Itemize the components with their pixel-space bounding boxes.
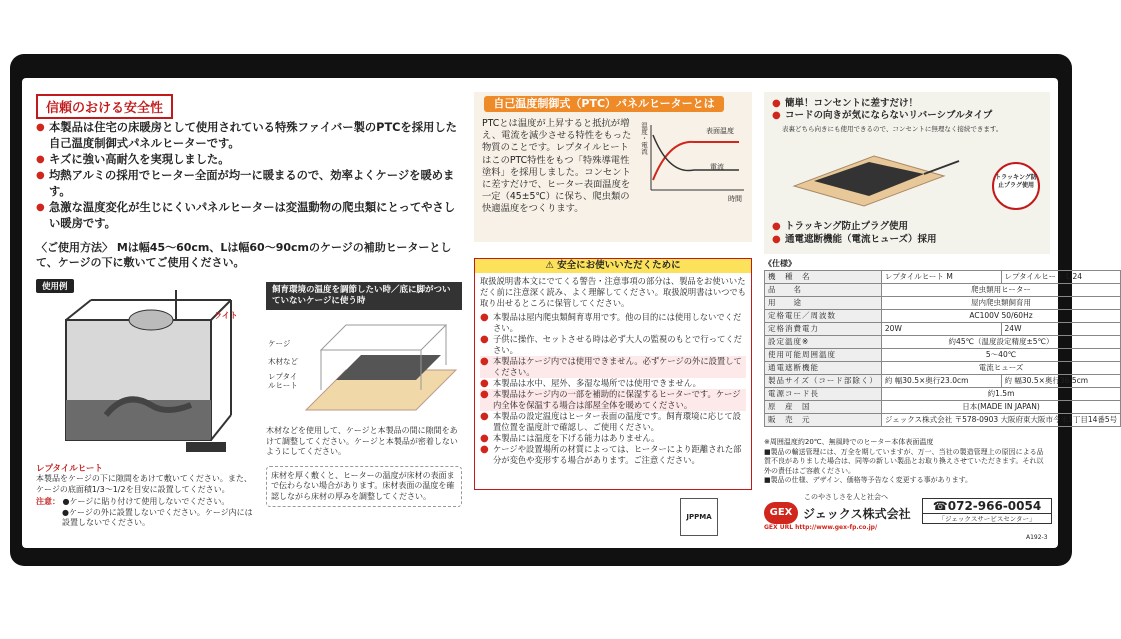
phone-note: 「ジェックスサービスセンター」 [923,513,1051,523]
light-label: ライト [214,311,238,320]
feature-list-2 [772,220,1042,246]
spec-label: 電源コード長 [765,388,882,401]
slogan: このやさしさを人と社会へ [804,493,888,501]
feature-item: ● 通電遮断機能（電流ヒューズ）採用 [772,233,1042,246]
cage-label: ケージ [268,339,291,348]
feature-item: ● コードの向きが気にならないリバーシブルタイプ [772,110,1042,122]
caution-label: 注意： [36,497,60,506]
spec-row [765,284,1121,297]
spec-value: 日本(MADE IN JAPAN) [881,401,1120,414]
jppma-mark: JPPMA [680,498,718,536]
spec-value: 爬虫類用ヒーター [881,284,1120,297]
safety-bullet: ● 本製品はケージ内の一部を補助的に保湿するヒーターです。ケージ内全体を保温する場合は部屋全体を暖めてください。 [480,389,746,411]
safety-bullet: ● 本製品は水中、屋外、多湿な場所では使用できません。 [480,378,746,389]
spec-title: 《仕様》 [764,259,796,268]
feature-bullets [36,120,466,232]
spec-notes [764,438,1050,486]
gex-logo: GEX [764,502,798,524]
spec-label: 販 売 元 [765,414,882,427]
ptc-box [474,92,752,242]
safety-title-text: 安全にお使いいただくために [557,260,681,271]
safety-bullet: ● 本製品には温度を下げる能力はありません。 [480,433,746,444]
spec-row [765,349,1121,362]
company-block [764,492,914,531]
caution-line: ●ケージに貼り付けて使用しないでください。 [62,497,230,506]
graph-x-label: 時間 [728,195,742,203]
package-back-panel [22,78,1118,548]
spec-value: 屋内爬虫類飼育用 [881,297,1120,310]
spec-value: レプタイルヒート M [881,271,1001,284]
spec-table-wrap [764,270,1118,427]
spec-row [765,297,1121,310]
spec-label: 通電遮断機能 [765,362,882,375]
safety-bullets [475,312,751,466]
heater-note: 本製品をケージの下に隙間をあけて敷いてください。また、ケージの底面積1/3～1/2を目安に設置してください。 [36,474,252,494]
graph-series-label: 電流 [710,163,724,171]
spec-value: ジェックス株式会社 〒578-0903 大阪府東大阪市今米1丁目14番5号 [881,414,1120,427]
wood-label: 木材など [268,357,298,366]
ptc-text: PTCとは温度が上昇すると抵抗が増え、電流を減少させる特性をもった物質のことです。レプタイルヒートはこのPTC特性をもつ「特殊導電性塗料」を採用しました。コンセントに差すだけで、ヒーター表面温度を一定（45±5℃）に保ち、爬虫類の快適温度をつくります。 [482,118,632,215]
heater-label-small: レプタイルヒート [268,372,298,390]
right-column [764,78,1118,548]
usage-text: Mは幅45～60cm、Lは幅60～90cmのケージの補助ヒーターとして、ケージの下に敷いてご使用ください。 [36,241,452,269]
product-code: A192-3 [1026,534,1048,541]
feature-list [772,98,1042,122]
feature-bullet: ● 本製品は住宅の床暖房として使用されている特殊ファイバー製のPTCを採用した自己温度制御式パネルヒーターです。 [36,120,466,152]
spec-table [764,270,1121,427]
spec-label: 定格電圧／周波数 [765,310,882,323]
spec-value: 5～40℃ [881,349,1120,362]
spec-row [765,336,1121,349]
middle-column [472,78,756,548]
usage-example [36,274,256,494]
ptc-title: 自己温度制御式（PTC）パネルヒーターとは [484,96,724,112]
safety-intro: 取扱説明書本文にでてくる警告・注意事項の部分は、製品をお使いいただく前に注意深く読み、よく理解してください。取扱説明書はいつでも取り出せるところに保管してください。 [480,276,747,308]
adjust-text: 木材などを使用して、ケージと本製品の間に隙間をあけて調整してください。ケージと本製品が密着しないようにしてください。 [266,426,458,456]
spec-row [765,375,1121,388]
spec-row [765,401,1121,414]
spec-note: ■製品の輸送管理には、万全を期していますが、万一、当社の製造管理上の原因による品質不良がありました場合は、同等の新しい製品とお取り換えさせていただきます。それ以外の責任はご容赦ください。 [764,447,1044,475]
spec-row [765,362,1121,375]
heater-note-block [36,462,256,529]
spec-value: 約 幅30.5×奥行36.5cm [1001,375,1121,388]
safety-bullet: ● ケージや設置場所の材質によっては、ヒーターにより距離された部分が変色や変形する場合があります。ご注意ください。 [480,444,746,466]
feature-box [764,92,1050,254]
spec-row [765,271,1121,284]
feature-item: ● トラッキング防止プラグ使用 [772,220,1042,233]
spec-value: 約 幅30.5×奥行23.0cm [881,375,1001,388]
usage-block [36,240,468,270]
usage-title: 〈ご使用方法〉 [36,241,113,254]
safety-box [474,258,752,490]
floor-text: 床材を厚く敷くと、ヒーターの温度が床材の表面まで伝わらない場合があります。床材表面の温度を確認しながら床材の厚みを調整してください。 [266,466,462,508]
spec-row [765,310,1121,323]
spec-note: ※周囲温度約20℃、無風時でのヒーター本体表面温度 [764,438,934,446]
spec-value: 約45℃（温度設定精度±5℃） [881,336,1120,349]
graph-y-label: 温度・電流 [640,122,648,155]
spec-value: 20W [881,323,1001,336]
left-column [22,78,472,548]
safety-bullet: ● 本製品の設定温度はヒーター表面の温度です。飼育環境に応じて設置位置を温度計で確認し、ご使用ください。 [480,411,746,433]
company-name: ジェックス株式会社 [803,506,911,521]
spec-value: レプタイルヒート L 24 [1001,271,1121,284]
safety-bullet: ● 子供に操作、セットさせる時は必ず大人の監視のもとで行ってください。 [480,334,746,356]
feature-bullet: ● 急激な温度変化が生じにくいパネルヒーターは変温動物の爬虫類にとってやさしい暖房です。 [36,200,466,232]
spec-row [765,388,1121,401]
spec-row [765,414,1121,427]
heater-label: レプタイルヒート [36,464,103,474]
adjust-title: 飼育環境の温度を調節したい時／底に脚がついていないケージに使う時 [266,282,462,310]
spec-value: AC100V 50/60Hz [881,310,1120,323]
example-tag: 使用例 [36,279,74,293]
feature-note: 表裏どちら向きにも使用できるので、コンセントに無理なく接続できます。 [782,125,1003,133]
phone-number: ☎072-966-0054 [932,499,1042,513]
spec-value: 電流ヒューズ [881,362,1120,375]
spec-label: 使用可能周囲温度 [765,349,882,362]
spec-value: 24W [1001,323,1121,336]
company-url: GEX URL http://www.gex-fp.co.jp/ [764,524,878,531]
spec-label: 定格消費電力 [765,323,882,336]
graph-series-label: 表面温度 [706,127,734,135]
feature-item: ● 簡単！コンセントに差すだけ！ [772,98,1042,110]
phone-box [922,498,1052,524]
safety-title [475,259,751,273]
spec-note: ■製品の仕様、デザイン、価格等予告なく変更する事があります。 [764,476,973,484]
spec-label: 品 名 [765,284,882,297]
adjust-section [266,282,462,507]
spec-row [765,323,1121,336]
spec-value: 約1.5m [881,388,1120,401]
spec-label: 設定温度※ [765,336,882,349]
spec-label: 製品サイズ（コード部除く） [765,375,882,388]
safety-bullet: ● 本製品は屋内爬虫類飼育専用です。他の目的には使用しないでください。 [480,312,746,334]
safety-heading: 信頼のおける安全性 [36,94,173,119]
caution-line: ●ケージの外に設置しないでください。ケージ内には設置しないでください。 [62,507,253,527]
tracking-badge: トラッキング防止プラグ使用 [992,162,1040,210]
feature-bullet: ● 均熱アルミの採用でヒーター全面が均一に暖まるので、効率よくケージを暖めます。 [36,168,466,200]
safety-bullet: ● 本製品はケージ内では使用できません。必ずケージの外に設置してください。 [480,356,746,378]
spec-label: 原 産 国 [765,401,882,414]
spec-label: 機 種 名 [765,271,882,284]
heater-illustration [784,136,984,216]
spec-label: 用 途 [765,297,882,310]
warning-icon: ⚠ [545,260,554,271]
feature-bullet: ● キズに強い高耐久を実現しました。 [36,152,466,168]
